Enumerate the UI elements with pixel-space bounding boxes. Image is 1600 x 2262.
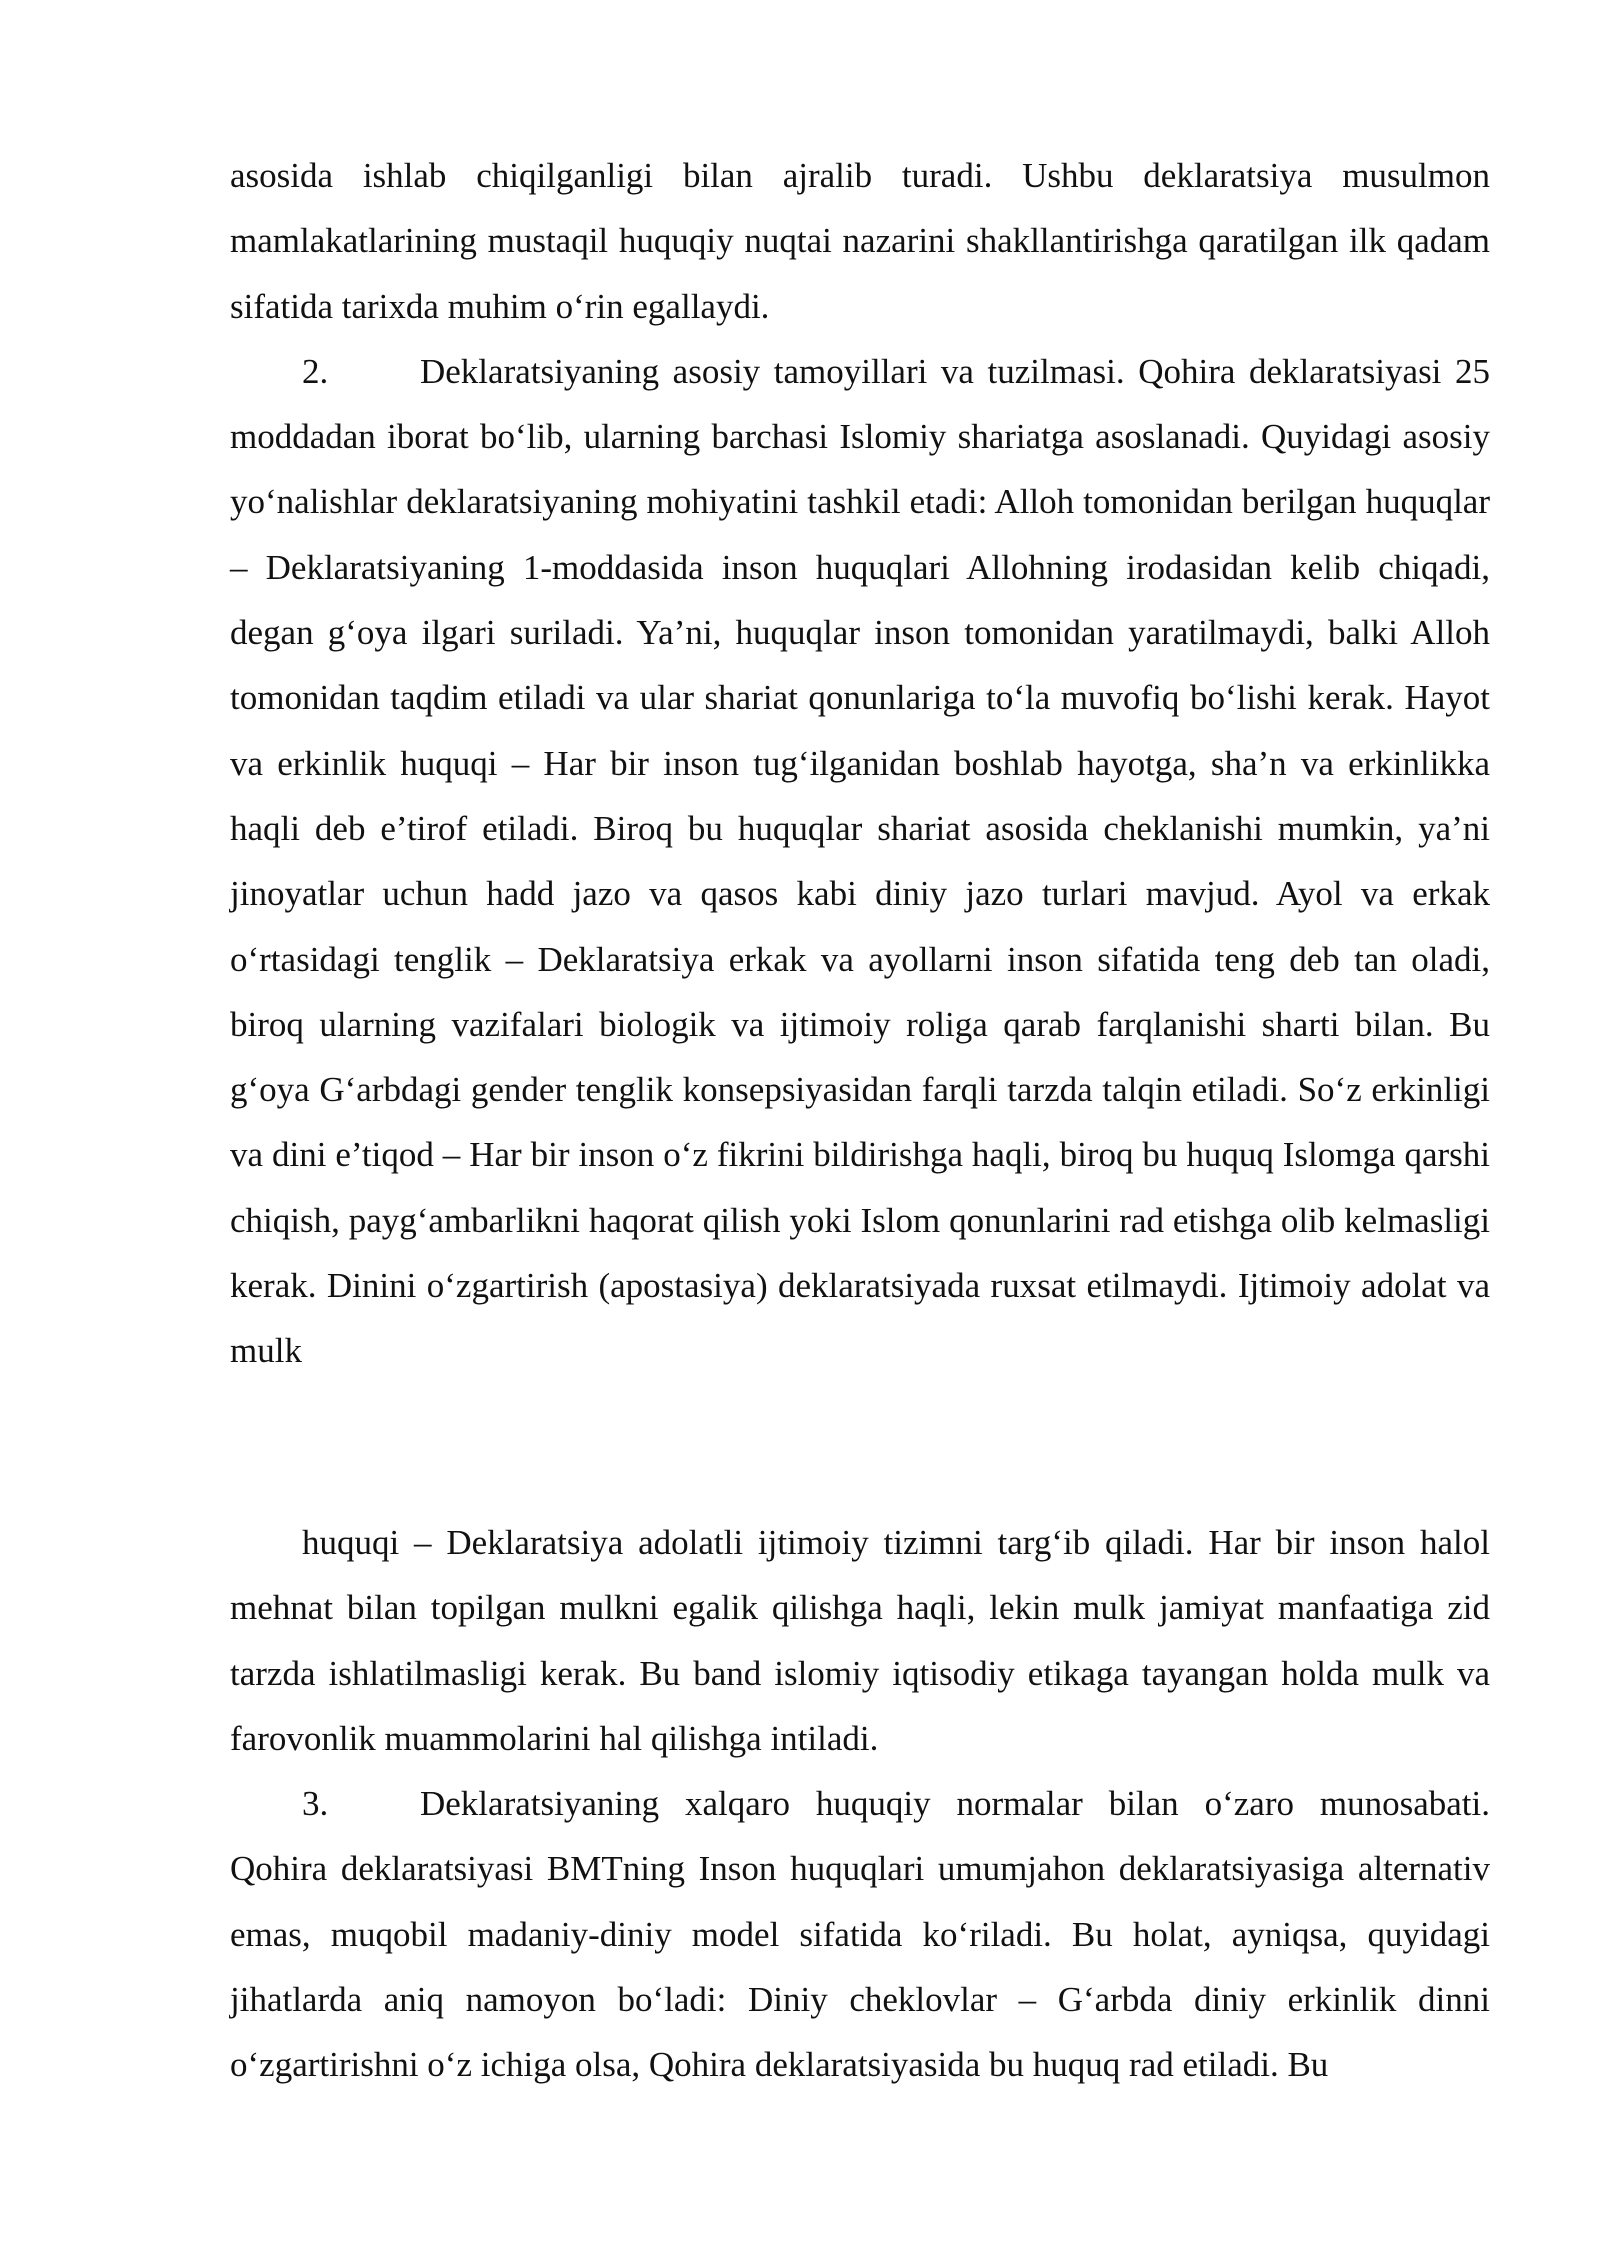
item-number-3: 3.	[302, 1784, 329, 1824]
paragraph-item-2	[230, 339, 1490, 1384]
text-block-top	[230, 143, 1490, 1384]
item-text-3: Deklaratsiyaning xalqaro huquqiy normalar bilan o‘zaro munosabati. Qohira deklaratsiyasi BMTning Inson huquqlari umumjahon deklaratsiyasiga alternativ emas, muqobil madaniy-diniy model sifatida ko‘riladi. Bu holat, ayniqsa, quyidagi jihatlarda aniq namoyon bo‘ladi: Diniy cheklovlar – G‘arbda diniy erkinlik dinni o‘zgartirishni o‘z ichiga olsa, Qohira deklaratsiyasida bu huquq rad etiladi. Bu	[230, 1784, 1490, 2085]
item-text-2: Deklaratsiyaning asosiy tamoyillari va tuzilmasi. Qohira deklaratsiyasi 25 moddadan iborat bo‘lib, ularning barchasi Islomiy shariatga asoslanadi. Quyidagi asosiy yo‘nalishlar deklaratsiyaning mohiyatini tashkil etadi: Alloh tomonidan berilgan huquqlar – Deklaratsiyaning 1-moddasida inson huquqlari Allohning irodasidan kelib chiqadi, degan g‘oya ilgari suriladi. Ya’ni, huquqlar inson tomonidan yaratilmaydi, balki Alloh tomonidan taqdim etiladi va ular shariat qonunlariga to‘la muvofiq bo‘lishi kerak. Hayot va erkinlik huquqi – Har bir inson tug‘ilganidan boshlab hayotga, sha’n va erkinlikka haqli deb e’tirof etiladi. Biroq bu huquqlar shariat asosida cheklanishi mumkin, ya’ni jinoyatlar uchun hadd jazo va qasos kabi diniy jazo turlari mavjud. Ayol va erkak o‘rtasidagi tenglik – Deklaratsiya erkak va ayollarni inson sifatida teng deb tan oladi, biroq ularning vazifalari biologik va ijtimoiy roliga qarab farqlanishi sharti bilan. Bu g‘oya G‘arbdagi gender tenglik konsepsiyasidan farqli tarzda talqin etiladi. So‘z erkinligi va dini e’tiqod – Har bir inson o‘z fikrini bildirishga haqli, biroq bu huquq Islomga qarshi chiqish, payg‘ambarlikni haqorat qilish yoki Islom qonunlarini rad etishga olib kelmasligi kerak. Dinini o‘zgartirish (apostasiya) deklaratsiyada ruxsat etilmaydi. Ijtimoiy adolat va mulk	[230, 351, 1490, 1371]
paragraph-intro: asosida ishlab chiqilganligi bilan ajralib turadi. Ushbu deklaratsiya musulmon mamlakatlarining mustaqil huquqiy nuqtai nazarini shakllantirishga qaratilgan ilk qadam sifatida tarixda muhim o‘rin egallaydi.	[230, 156, 1490, 326]
paragraph-continued: huquqi – Deklaratsiya adolatli ijtimoiy tizimni targ‘ib qiladi. Har bir inson halol mehnat bilan topilgan mulkni egalik qilishga haqli, lekin mulk jamiyat manfaatiga zid tarzda ishlatilmasligi kerak. Bu band islomiy iqtisodiy etikaga tayangan holda mulk va farovonlik muammolarini hal qilishga intiladi.	[230, 1523, 1490, 1758]
item-number-2: 2.	[302, 351, 329, 391]
paragraph-item-3	[230, 1771, 1490, 2097]
text-block-bottom	[230, 1510, 1490, 2098]
